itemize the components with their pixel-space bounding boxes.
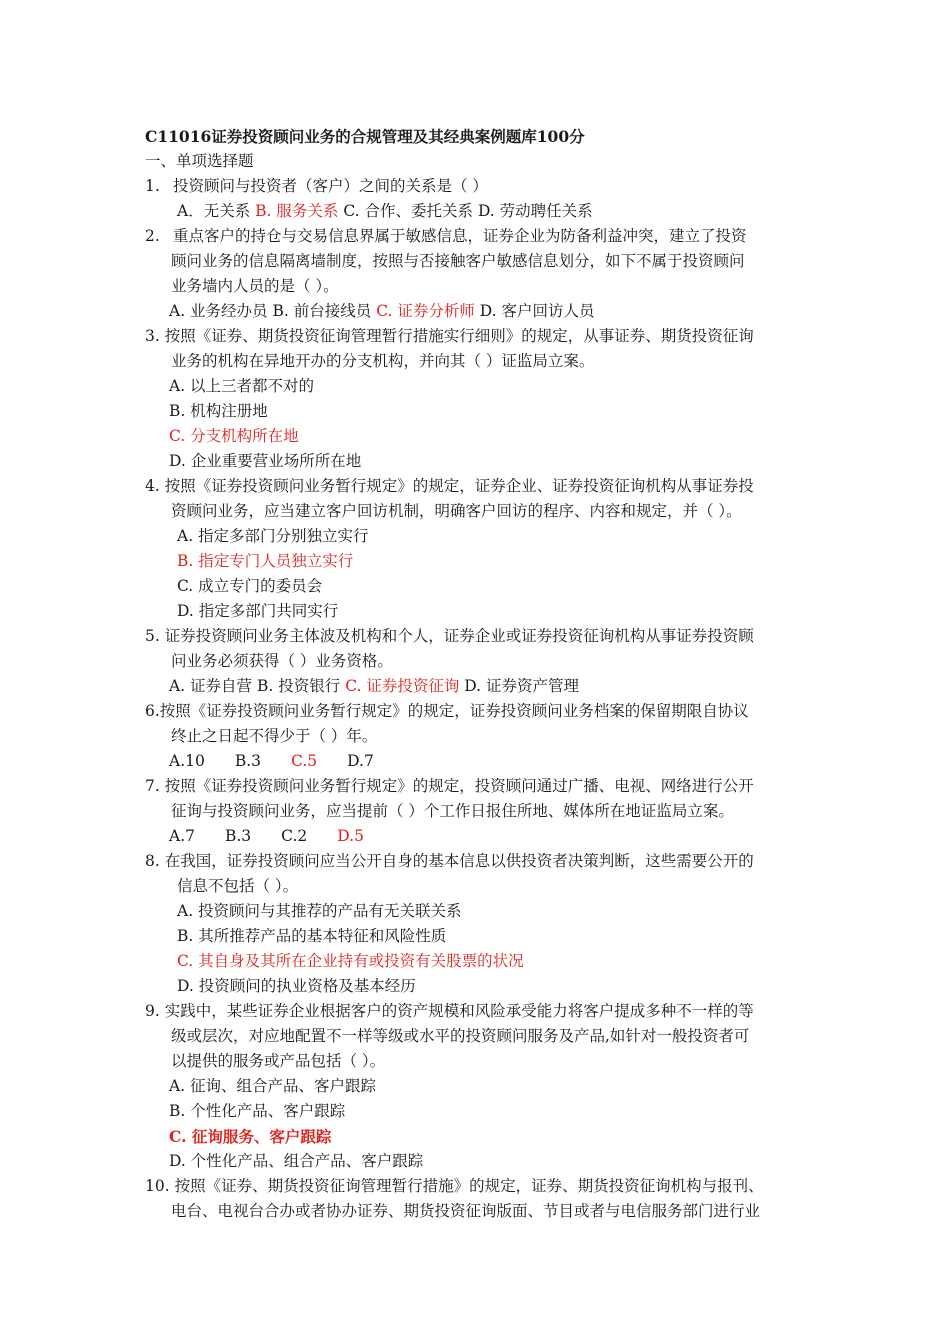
- option-d-answer: D.5: [337, 827, 364, 845]
- question-3: 3. 按照《证券、期货投资征询管理暂行措施实行细则》的规定，从事证券、期货投资征询: [145, 327, 754, 345]
- question-text: 投资顾问与投资者（客户）之间的关系是（ ）: [173, 177, 488, 195]
- question-number: 1.: [145, 177, 160, 195]
- option-b: B. 前台接线员: [272, 302, 372, 320]
- option-b: B. 投资银行: [257, 677, 341, 695]
- option-a: A. 以上三者都不对的: [169, 377, 315, 395]
- option-b: B. 个性化产品、客户跟踪: [169, 1102, 346, 1120]
- option-c: C. 成立专门的委员会: [177, 577, 323, 595]
- option-b: B.3: [224, 827, 252, 845]
- option-d: D. 个性化产品、组合产品、客户跟踪: [169, 1152, 424, 1170]
- question-3-line-2: 业务的机构在异地开办的分支机构，并向其（ ）证监局立案。: [171, 352, 595, 370]
- question-2-options: [145, 299, 807, 324]
- question-10-line-2: 电台、电视台合办或者协办证券、期货投资征询版面、节目或者与电信服务部门进行业: [171, 1202, 761, 1220]
- question-7: 7. 按照《证券投资顾问业务暂行规定》的规定，投资顾问通过广播、电视、网络进行公开: [145, 777, 754, 795]
- option-d: D. 证券资产管理: [464, 677, 580, 695]
- question-7-line-2: 征询与投资顾问业务，应当提前（ ）个工作日报住所地、媒体所在地证监局立案。: [171, 802, 734, 820]
- question-5: 5. 证券投资顾问业务主体波及机构和个人，证券企业或证券投资征询机构从事证券投资顾: [145, 627, 754, 645]
- option-d: D. 企业重要营业场所所在地: [169, 452, 362, 470]
- option-c: C. 合作、委托关系: [343, 202, 473, 220]
- question-10: 10. 按照《证券、期货投资征询管理暂行措施》的规定，证券、期货投资征询机构与报刊、: [145, 1177, 764, 1195]
- option-c-answer: C. 征询服务、客户跟踪: [169, 1127, 332, 1146]
- option-b-answer: B. 指定专门人员独立实行: [177, 552, 354, 570]
- question-1: [145, 174, 807, 199]
- option-c-answer: C. 分支机构所在地: [169, 427, 299, 445]
- question-9: 9. 实践中，某些证券企业根据客户的资产规模和风险承受能力将客户提成多种不一样的等: [145, 1002, 754, 1020]
- question-6: 6.按照《证券投资顾问业务暂行规定》的规定，证券投资顾问业务档案的保留期限自协议: [145, 702, 749, 720]
- question-2: [145, 224, 807, 249]
- option-d: D. 指定多部门共同实行: [177, 602, 339, 620]
- option-c-answer: C. 证券分析师: [376, 302, 475, 320]
- question-6-line-2: 终止之日起不得少于（ ）年。: [171, 727, 378, 745]
- option-d: D. 投资顾问的执业资格及基本经历: [177, 977, 416, 995]
- question-text-line-1: 重点客户的持仓与交易信息界属于敏感信息，证券企业为防备利益冲突，建立了投资: [173, 227, 747, 245]
- option-a: A. 指定多部门分别独立实行: [177, 527, 369, 545]
- question-6-options: [145, 749, 807, 774]
- option-d: D. 客户回访人员: [479, 302, 595, 320]
- question-1-options: [145, 199, 807, 224]
- question-2-line-3: 业务墙内人员的是（ ）。: [171, 277, 339, 295]
- option-a: A. 投资顾问与其推荐的产品有无关联关系: [177, 902, 462, 920]
- question-2-line-2: 顾问业务的信息隔离墙制度，按照与否接触客户敏感信息划分，如下不属于投资顾问: [171, 252, 745, 270]
- option-b: B. 其所推荐产品的基本特征和风险性质: [177, 927, 447, 945]
- option-c-answer: C. 证券投资征询: [345, 677, 460, 695]
- question-number: 2.: [145, 227, 160, 245]
- option-a: A. 证券自营: [169, 677, 253, 695]
- option-b: B. 机构注册地: [169, 402, 268, 420]
- option-b-answer: B. 服务关系: [255, 202, 339, 220]
- question-9-line-2: 级或层次，对应地配置不一样等级或水平的投资顾问服务及产品,如针对一般投资者可: [171, 1027, 750, 1045]
- question-4: 4. 按照《证券投资顾问业务暂行规定》的规定，证券企业、证券投资征询机构从事证券投: [145, 477, 754, 495]
- option-d: D.7: [347, 752, 374, 770]
- option-a: A.10: [169, 752, 205, 770]
- document-content: [145, 124, 807, 1224]
- option-b: B.3: [234, 752, 262, 770]
- option-a: A．无关系: [177, 202, 251, 220]
- question-9-line-3: 以提供的服务或产品包括（ ）。: [171, 1052, 386, 1070]
- document-title: C11016证券投资顾问业务的合规管理及其经典案例题库100分: [145, 127, 585, 146]
- question-4-line-2: 资顾问业务，应当建立客户回访机制，明确客户回访的程序、内容和规定，并（ ）。: [171, 502, 742, 520]
- question-8: 8. 在我国，证券投资顾问应当公开自身的基本信息以供投资者决策判断，这些需要公开的: [145, 852, 754, 870]
- option-a: A. 征询、组合产品、客户跟踪: [169, 1077, 377, 1095]
- option-c-answer: C.5: [291, 752, 318, 770]
- option-a: A. 业务经办员: [169, 302, 268, 320]
- option-c-answer: C. 其自身及其所在企业持有或投资有关股票的状况: [177, 952, 524, 970]
- option-d: D. 劳动聘任关系: [477, 202, 593, 220]
- option-c: C.2: [281, 827, 308, 845]
- question-5-options: [145, 674, 807, 699]
- section-heading: 一、单项选择题: [145, 152, 254, 170]
- option-a: A.7: [169, 827, 195, 845]
- question-8-line-2: 信息不包括（ ）。: [177, 877, 299, 895]
- question-5-line-2: 问业务必须获得（ ）业务资格。: [171, 652, 393, 670]
- question-7-options: [145, 824, 807, 849]
